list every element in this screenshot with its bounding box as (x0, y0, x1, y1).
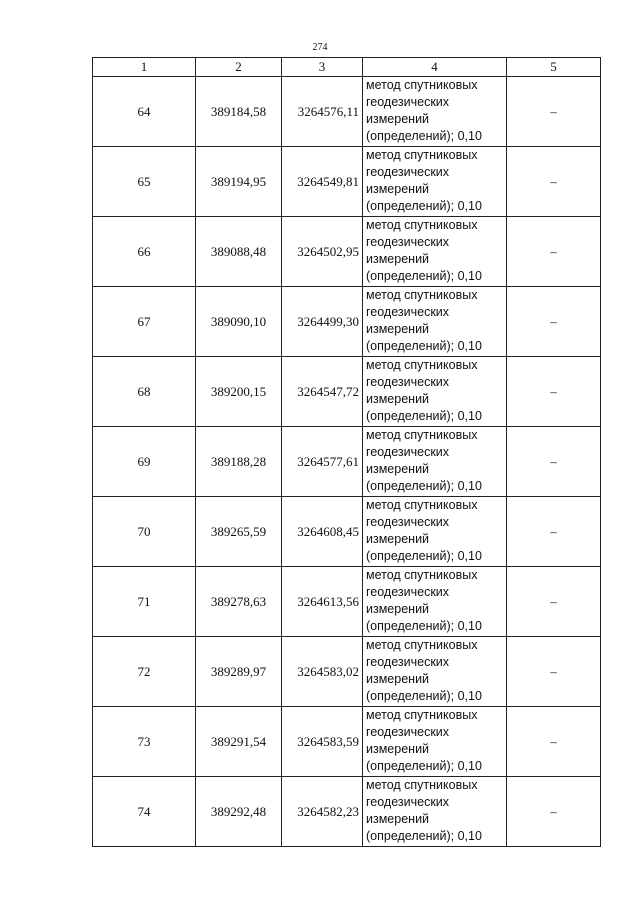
method-cell (363, 567, 507, 637)
note-cell: – (507, 637, 601, 707)
method-line: (определений); 0,10 (366, 409, 482, 423)
method-line: геодезических (366, 95, 450, 109)
table-row (93, 777, 601, 847)
y-coordinate-cell: 3264613,56 (282, 567, 363, 637)
note-cell: – (507, 357, 601, 427)
method-line: измерений (366, 112, 430, 126)
x-coordinate-cell: 389278,63 (196, 567, 282, 637)
point-number-cell: 67 (93, 287, 196, 357)
coordinates-table (92, 57, 601, 847)
point-number-cell: 70 (93, 497, 196, 567)
method-line: геодезических (366, 235, 450, 249)
method-cell (363, 637, 507, 707)
method-line: метод спутниковых (366, 778, 478, 792)
method-line: геодезических (366, 375, 450, 389)
method-cell (363, 217, 507, 287)
method-line: (определений); 0,10 (366, 619, 482, 633)
method-line: (определений); 0,10 (366, 759, 482, 773)
point-number-cell: 65 (93, 147, 196, 217)
method-line: измерений (366, 392, 430, 406)
y-coordinate-cell: 3264576,11 (282, 77, 363, 147)
column-header-5: 5 (507, 58, 601, 77)
point-number-cell: 72 (93, 637, 196, 707)
method-line: геодезических (366, 165, 450, 179)
method-line: метод спутниковых (366, 148, 478, 162)
method-line: метод спутниковых (366, 288, 478, 302)
point-number-cell: 66 (93, 217, 196, 287)
method-cell (363, 357, 507, 427)
note-cell: – (507, 707, 601, 777)
column-header-2: 2 (196, 58, 282, 77)
x-coordinate-cell: 389200,15 (196, 357, 282, 427)
method-cell (363, 77, 507, 147)
method-line: геодезических (366, 585, 450, 599)
method-line: геодезических (366, 305, 450, 319)
x-coordinate-cell: 389188,28 (196, 427, 282, 497)
method-line: измерений (366, 812, 430, 826)
note-cell: – (507, 777, 601, 847)
y-coordinate-cell: 3264608,45 (282, 497, 363, 567)
column-header-1: 1 (93, 58, 196, 77)
table-row (93, 567, 601, 637)
method-line: (определений); 0,10 (366, 269, 482, 283)
x-coordinate-cell: 389292,48 (196, 777, 282, 847)
x-coordinate-cell: 389090,10 (196, 287, 282, 357)
table-row (93, 497, 601, 567)
x-coordinate-cell: 389088,48 (196, 217, 282, 287)
method-line: (определений); 0,10 (366, 549, 482, 563)
x-coordinate-cell: 389194,95 (196, 147, 282, 217)
y-coordinate-cell: 3264547,72 (282, 357, 363, 427)
y-coordinate-cell: 3264499,30 (282, 287, 363, 357)
method-line: метод спутниковых (366, 358, 478, 372)
table-row (93, 637, 601, 707)
method-line: (определений); 0,10 (366, 829, 482, 843)
method-line: (определений); 0,10 (366, 339, 482, 353)
method-line: метод спутниковых (366, 428, 478, 442)
y-coordinate-cell: 3264502,95 (282, 217, 363, 287)
note-cell: – (507, 217, 601, 287)
table-row (93, 287, 601, 357)
note-cell: – (507, 497, 601, 567)
point-number-cell: 74 (93, 777, 196, 847)
method-line: метод спутниковых (366, 218, 478, 232)
method-line: (определений); 0,10 (366, 129, 482, 143)
method-line: (определений); 0,10 (366, 689, 482, 703)
y-coordinate-cell: 3264583,59 (282, 707, 363, 777)
method-line: (определений); 0,10 (366, 199, 482, 213)
x-coordinate-cell: 389289,97 (196, 637, 282, 707)
method-cell (363, 707, 507, 777)
method-line: метод спутниковых (366, 638, 478, 652)
column-header-4: 4 (363, 58, 507, 77)
y-coordinate-cell: 3264577,61 (282, 427, 363, 497)
method-line: метод спутниковых (366, 78, 478, 92)
method-line: измерений (366, 182, 430, 196)
y-coordinate-cell: 3264583,02 (282, 637, 363, 707)
method-line: измерений (366, 532, 430, 546)
table-row (93, 427, 601, 497)
x-coordinate-cell: 389265,59 (196, 497, 282, 567)
note-cell: – (507, 147, 601, 217)
method-line: измерений (366, 742, 430, 756)
note-cell: – (507, 77, 601, 147)
note-cell: – (507, 287, 601, 357)
method-line: измерений (366, 672, 430, 686)
method-line: измерений (366, 462, 430, 476)
method-line: измерений (366, 322, 430, 336)
page-number: 274 (312, 42, 328, 53)
table-row (93, 707, 601, 777)
table-row (93, 147, 601, 217)
point-number-cell: 69 (93, 427, 196, 497)
note-cell: – (507, 427, 601, 497)
table-row (93, 217, 601, 287)
point-number-cell: 73 (93, 707, 196, 777)
y-coordinate-cell: 3264582,23 (282, 777, 363, 847)
table-header-row (93, 58, 601, 77)
table-row (93, 357, 601, 427)
method-line: (определений); 0,10 (366, 479, 482, 493)
y-coordinate-cell: 3264549,81 (282, 147, 363, 217)
method-line: геодезических (366, 725, 450, 739)
point-number-cell: 71 (93, 567, 196, 637)
x-coordinate-cell: 389291,54 (196, 707, 282, 777)
method-line: геодезических (366, 515, 450, 529)
column-header-3: 3 (282, 58, 363, 77)
method-cell (363, 147, 507, 217)
method-line: геодезических (366, 795, 450, 809)
table-row (93, 77, 601, 147)
method-cell (363, 427, 507, 497)
point-number-cell: 64 (93, 77, 196, 147)
method-line: измерений (366, 602, 430, 616)
method-line: метод спутниковых (366, 708, 478, 722)
method-cell (363, 497, 507, 567)
method-cell (363, 287, 507, 357)
point-number-cell: 68 (93, 357, 196, 427)
method-line: метод спутниковых (366, 498, 478, 512)
method-line: геодезических (366, 445, 450, 459)
method-line: измерений (366, 252, 430, 266)
method-line: геодезических (366, 655, 450, 669)
note-cell: – (507, 567, 601, 637)
x-coordinate-cell: 389184,58 (196, 77, 282, 147)
method-line: метод спутниковых (366, 568, 478, 582)
method-cell (363, 777, 507, 847)
